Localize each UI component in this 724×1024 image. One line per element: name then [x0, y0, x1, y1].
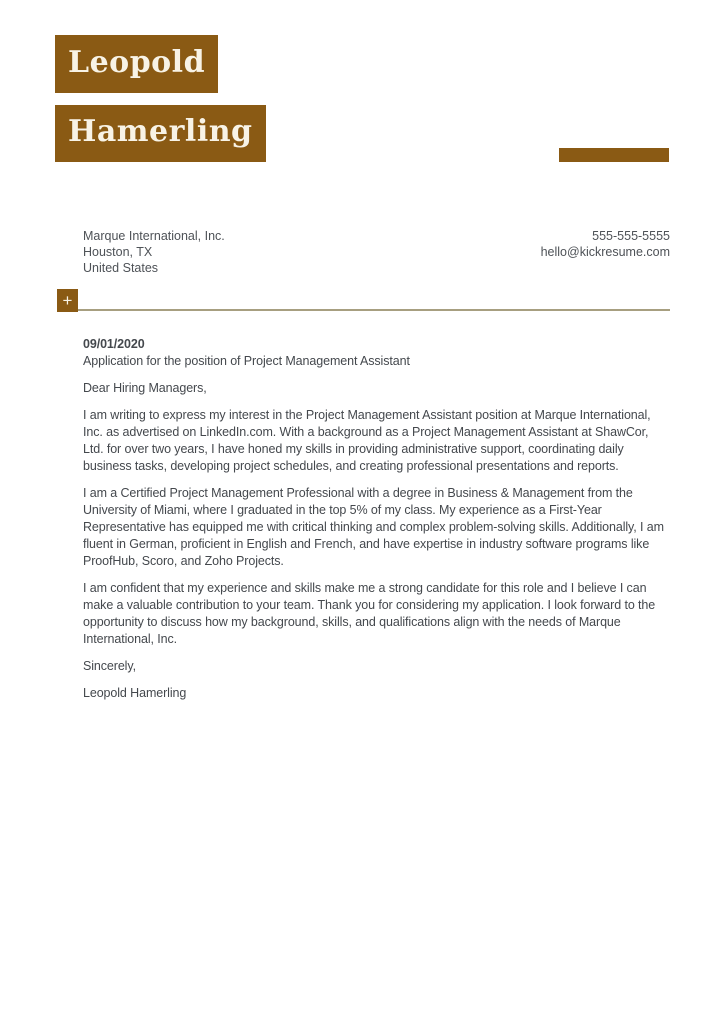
salutation: Dear Hiring Managers,	[83, 381, 207, 395]
first-name-text: Leopold	[68, 44, 206, 80]
contact-phone: 555-555-5555	[592, 229, 670, 243]
last-name-text: Hamerling	[68, 114, 253, 149]
plus-ornament	[57, 289, 78, 312]
closing: Sincerely,	[83, 659, 136, 673]
contact-email: hello@kickresume.com	[540, 245, 670, 259]
plus-icon: +	[62, 291, 73, 310]
letter-subject: Application for the position of Project Management Assistant	[83, 354, 410, 368]
paragraph: I am confident that my experience and skills make me a strong candidate for this role and I believe I can make a valuable contribution to your team. Thank you for considering my application. I look forward to the opportunity to discuss how my background, skills, and qualifications align with the needs of Marque International, Inc.	[83, 581, 656, 646]
header-accent-bar	[559, 148, 669, 162]
first-name-banner	[55, 35, 218, 93]
last-name-banner	[55, 105, 266, 162]
paragraph: I am writing to express my interest in the Project Management Assistant position at Marque International, Inc. as advertised on LinkedIn.com. With a background as a Project Management Assistant at ShawCor, Ltd. for over two years, I have honed my skills in providing administrative support, coordinating daily business tasks, developing project schedules, and creating professional presentations and reports.	[83, 408, 651, 473]
letter-body	[83, 336, 670, 702]
recipient-company: Marque International, Inc.	[83, 229, 225, 243]
recipient-country: United States	[83, 261, 159, 275]
recipient-city: Houston, TX	[83, 245, 153, 259]
recipient-address	[83, 228, 225, 276]
contact-info	[541, 228, 670, 260]
signature: Leopold Hamerling	[83, 686, 187, 700]
letter-date: 09/01/2020	[83, 337, 145, 351]
paragraph: I am a Certified Project Management Professional with a degree in Business & Management from the University of Miami, where I graduated in the top 5% of my class. My experience as a First-Year Representative has equipped me with critical thinking and complex problem-solving skills. Additionally, I am fluent in German, proficient in English and French, and have expertise in industry software programs like ProofHub, Scoro, and Zoho Projects.	[83, 486, 664, 568]
divider-line	[78, 309, 670, 311]
